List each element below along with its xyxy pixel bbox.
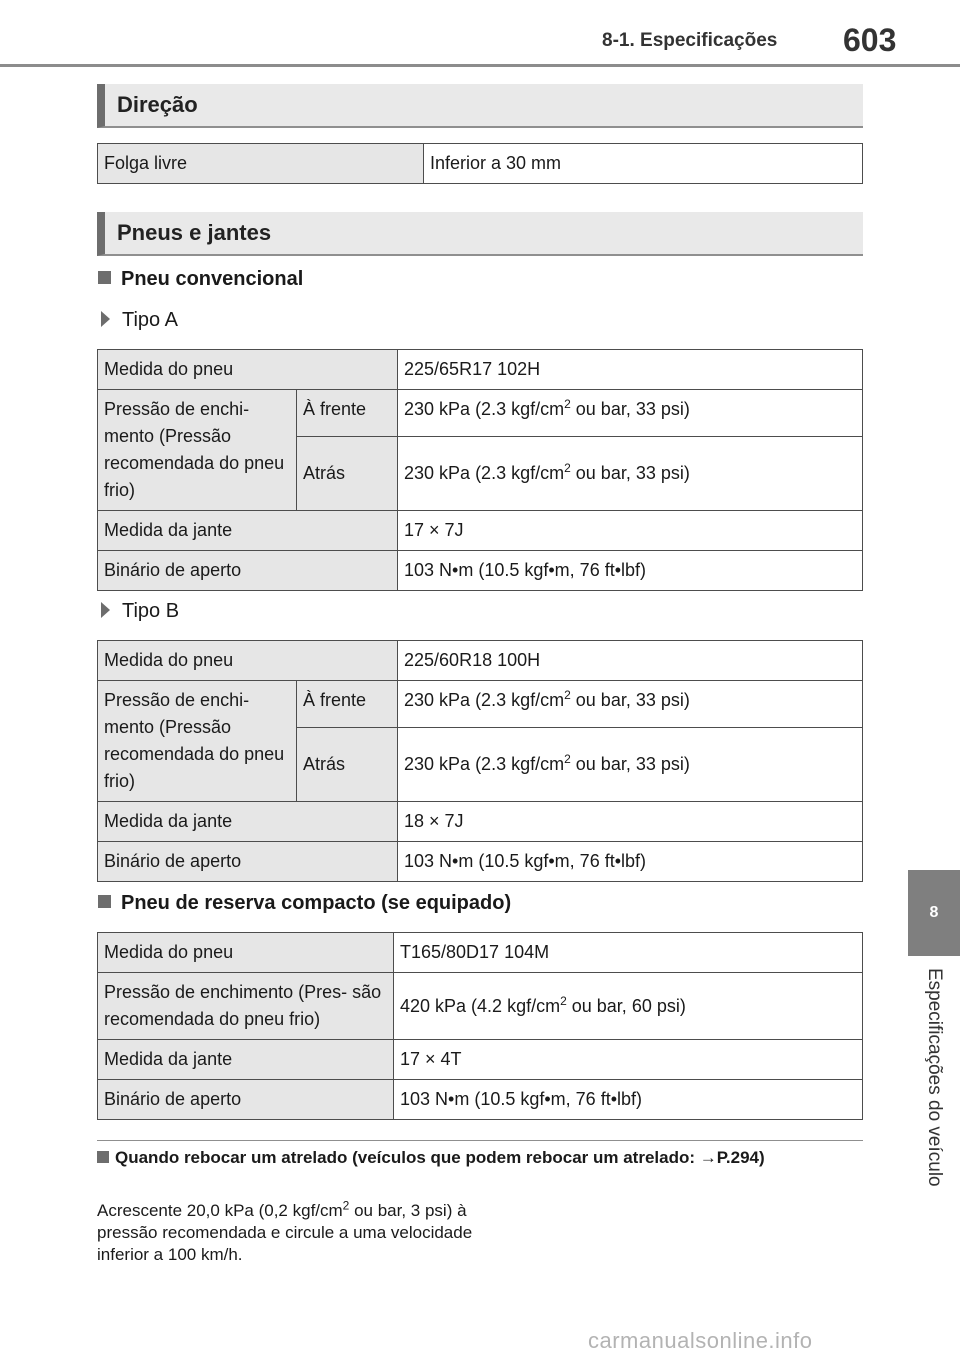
table-row bbox=[98, 681, 863, 728]
tyre-table-tipo-b bbox=[97, 640, 863, 882]
chapter-label: Especificações do veículo bbox=[924, 968, 945, 1187]
square-bullet-icon bbox=[97, 1151, 109, 1163]
table-row bbox=[98, 641, 863, 681]
table-cell-value: 103 N•m (10.5 kgf•m, 76 ft•lbf) bbox=[398, 551, 863, 591]
table-cell-label: Pressão de enchi- mento (Pressão recomendada do pneu frio) bbox=[98, 390, 297, 511]
table-cell-value: 18 × 7J bbox=[398, 802, 863, 842]
tipo-a-label: Tipo A bbox=[101, 309, 178, 332]
table-row bbox=[98, 390, 863, 437]
table-cell-label: Atrás bbox=[297, 728, 398, 802]
table-row bbox=[98, 1040, 863, 1080]
table-row bbox=[98, 973, 863, 1040]
table-cell-value: 230 kPa (2.3 kgf/$cm^2$ ou bar, 33 psi) bbox=[398, 390, 863, 437]
note-divider bbox=[97, 1140, 863, 1141]
header-rule bbox=[0, 64, 960, 67]
table-cell-label: À frente bbox=[297, 681, 398, 728]
table-cell-value: 230 kPa (2.3 kgf/$cm^2$ ou bar, 33 psi) bbox=[398, 681, 863, 728]
table-cell-label: Pressão de enchi- mento (Pressão recomendada do pneu frio) bbox=[98, 681, 297, 802]
table-cell-value: 225/60R18 100H bbox=[398, 641, 863, 681]
steering-table bbox=[97, 143, 863, 184]
tyre-table-tipo-a bbox=[97, 349, 863, 591]
table-row bbox=[98, 551, 863, 591]
table-row bbox=[98, 802, 863, 842]
table-cell-label: Medida do pneu bbox=[98, 350, 398, 390]
section-heading-direcao: Direção bbox=[97, 84, 863, 128]
table-row bbox=[98, 511, 863, 551]
section-title: 8-1. Especificações bbox=[602, 30, 778, 51]
table-row bbox=[98, 144, 863, 184]
square-bullet-icon bbox=[98, 895, 111, 908]
table-cell-value: T165/80D17 104M bbox=[394, 933, 863, 973]
page-number: 603 bbox=[843, 22, 897, 58]
triangle-bullet-icon bbox=[101, 311, 110, 327]
table-cell-label: Medida da jante bbox=[98, 511, 398, 551]
table-cell-label: Medida do pneu bbox=[98, 933, 394, 973]
subheading-convencional: Pneu convencional bbox=[98, 268, 303, 291]
table-cell-value: 420 kPa (4.2 kgf/$cm^2$ ou bar, 60 psi) bbox=[394, 973, 863, 1040]
tipo-b-label: Tipo B bbox=[101, 600, 179, 623]
chapter-tab[interactable] bbox=[908, 870, 960, 956]
table-cell-value: 225/65R17 102H bbox=[398, 350, 863, 390]
table-cell-value: 103 N•m (10.5 kgf•m, 76 ft•lbf) bbox=[398, 842, 863, 882]
subheading-reserva: Pneu de reserva compacto (se equipado) bbox=[98, 892, 511, 915]
table-cell-value: 230 kPa (2.3 kgf/$cm^2$ ou bar, 33 psi) bbox=[398, 437, 863, 511]
table-row bbox=[98, 842, 863, 882]
table-cell-value: 103 N•m (10.5 kgf•m, 76 ft•lbf) bbox=[394, 1080, 863, 1120]
triangle-bullet-icon bbox=[101, 602, 110, 618]
table-cell-label: Binário de aperto bbox=[98, 842, 398, 882]
note-body: Acrescente 20,0 kPa (0,2 kgf/$cm^2$ ou bar, 3 psi) à pressão recomendada e circule a uma velocidade inferior a 100 km/h. bbox=[97, 1198, 473, 1264]
table-cell-label: Binário de aperto bbox=[98, 1080, 394, 1120]
chapter-number: 8 bbox=[929, 904, 939, 921]
tyre-table-reserva bbox=[97, 932, 863, 1120]
section-heading-pneus: Pneus e jantes bbox=[97, 212, 863, 256]
table-cell-label: Folga livre bbox=[98, 144, 424, 184]
table-cell-label: Atrás bbox=[297, 437, 398, 511]
table-cell-label: Medida da jante bbox=[98, 1040, 394, 1080]
table-row bbox=[98, 350, 863, 390]
table-cell-value: 17 × 7J bbox=[398, 511, 863, 551]
watermark: carmanualsonline.info bbox=[588, 1328, 813, 1353]
table-cell-label: Medida do pneu bbox=[98, 641, 398, 681]
table-cell-label: À frente bbox=[297, 390, 398, 437]
table-cell-value: Inferior a 30 mm bbox=[424, 144, 863, 184]
table-cell-label: Medida da jante bbox=[98, 802, 398, 842]
table-row bbox=[98, 1080, 863, 1120]
square-bullet-icon bbox=[98, 271, 111, 284]
table-row bbox=[98, 933, 863, 973]
note-heading: Quando rebocar um atrelado (veículos que podem rebocar um atrelado: →P.294) bbox=[97, 1148, 765, 1168]
table-cell-label: Pressão de enchimento (Pres- são recomendada do pneu frio) bbox=[98, 973, 394, 1040]
table-cell-label: Binário de aperto bbox=[98, 551, 398, 591]
table-cell-value: 17 × 4T bbox=[394, 1040, 863, 1080]
table-cell-value: 230 kPa (2.3 kgf/$cm^2$ ou bar, 33 psi) bbox=[398, 728, 863, 802]
